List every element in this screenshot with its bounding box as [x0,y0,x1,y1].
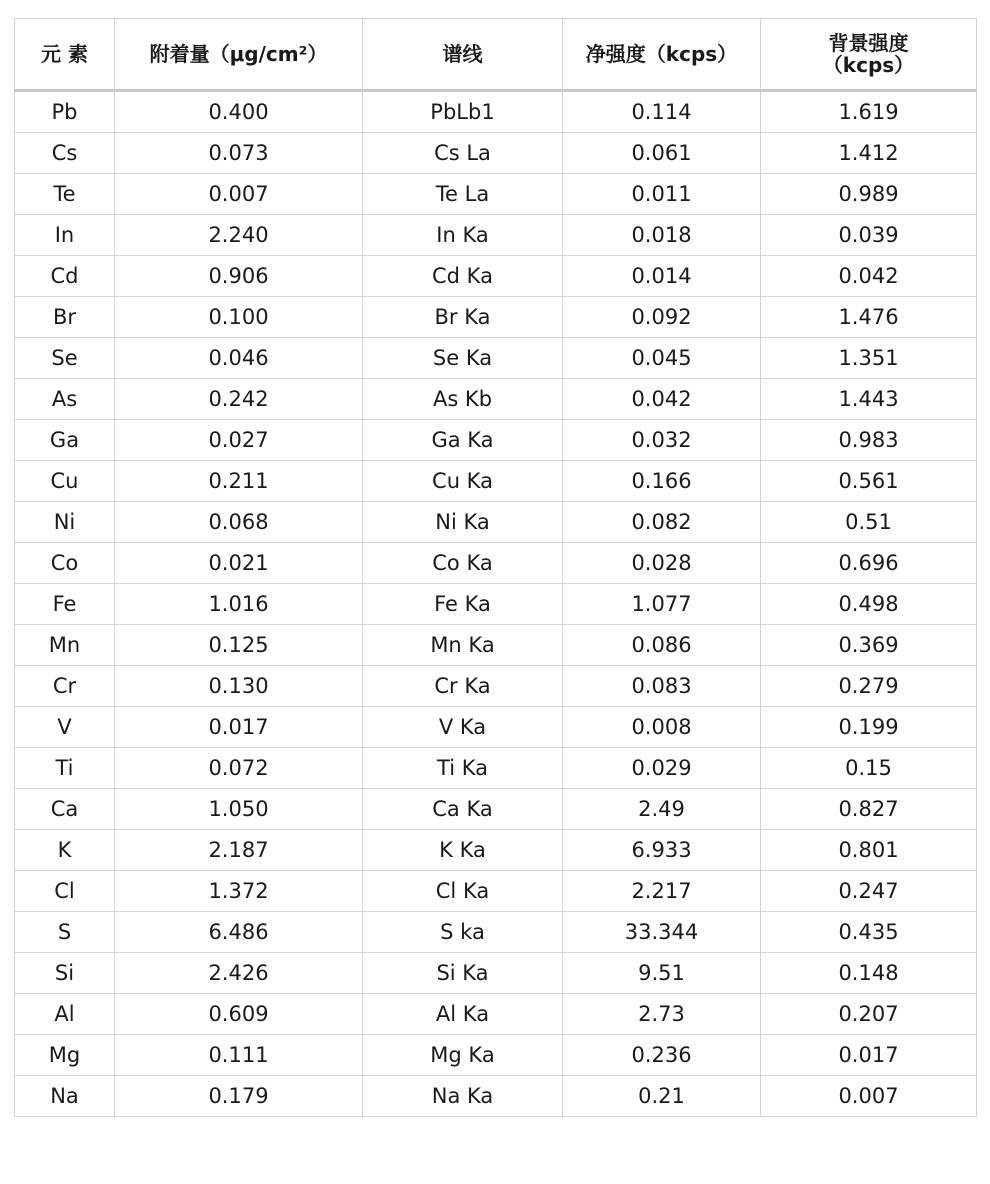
header-line: 谱线 [363,19,563,91]
cell-adhesion: 0.100 [115,297,363,338]
cell-adhesion: 1.050 [115,789,363,830]
cell-line: Te La [363,174,563,215]
cell-adhesion: 0.906 [115,256,363,297]
cell-net-intensity: 0.21 [563,1076,761,1117]
cell-line: Na Ka [363,1076,563,1117]
header-row [15,19,977,91]
cell-element: Fe [15,584,115,625]
table-row [15,748,977,789]
header-background-intensity-line1: 背景强度 [828,31,909,55]
table-row [15,256,977,297]
table-row [15,707,977,748]
cell-element: S [15,912,115,953]
cell-background-intensity: 1.412 [761,133,977,174]
cell-line: Cu Ka [363,461,563,502]
table-row [15,91,977,133]
cell-net-intensity: 0.032 [563,420,761,461]
header-background-intensity-line2: （kcps） [822,53,915,77]
cell-line: As Kb [363,379,563,420]
cell-net-intensity: 6.933 [563,830,761,871]
cell-adhesion: 0.609 [115,994,363,1035]
cell-background-intensity: 0.199 [761,707,977,748]
cell-background-intensity: 0.827 [761,789,977,830]
cell-line: Ca Ka [363,789,563,830]
cell-background-intensity: 1.351 [761,338,977,379]
cell-background-intensity: 0.247 [761,871,977,912]
cell-line: Mn Ka [363,625,563,666]
xrf-data-table [14,18,977,1117]
cell-adhesion: 0.242 [115,379,363,420]
cell-element: Ca [15,789,115,830]
cell-net-intensity: 0.061 [563,133,761,174]
cell-background-intensity: 0.039 [761,215,977,256]
cell-net-intensity: 0.083 [563,666,761,707]
cell-element: As [15,379,115,420]
cell-net-intensity: 0.086 [563,625,761,666]
cell-line: Si Ka [363,953,563,994]
cell-adhesion: 0.068 [115,502,363,543]
cell-line: Mg Ka [363,1035,563,1076]
header-adhesion: 附着量（μg/cm²） [115,19,363,91]
header-background-intensity [761,19,977,91]
cell-background-intensity: 0.561 [761,461,977,502]
cell-adhesion: 0.007 [115,174,363,215]
cell-adhesion: 2.187 [115,830,363,871]
table-row [15,871,977,912]
cell-element: Cd [15,256,115,297]
cell-line: Al Ka [363,994,563,1035]
cell-line: K Ka [363,830,563,871]
cell-adhesion: 1.016 [115,584,363,625]
cell-adhesion: 6.486 [115,912,363,953]
cell-background-intensity: 1.443 [761,379,977,420]
cell-element: Ni [15,502,115,543]
cell-net-intensity: 0.236 [563,1035,761,1076]
cell-net-intensity: 9.51 [563,953,761,994]
cell-adhesion: 2.426 [115,953,363,994]
table-row [15,666,977,707]
cell-line: S ka [363,912,563,953]
cell-adhesion: 0.046 [115,338,363,379]
cell-element: Pb [15,91,115,133]
cell-element: Br [15,297,115,338]
cell-adhesion: 0.111 [115,1035,363,1076]
cell-net-intensity: 0.018 [563,215,761,256]
table-row [15,133,977,174]
cell-line: Ga Ka [363,420,563,461]
cell-net-intensity: 0.166 [563,461,761,502]
cell-background-intensity: 0.207 [761,994,977,1035]
table-row [15,625,977,666]
cell-background-intensity: 0.279 [761,666,977,707]
cell-line: Ni Ka [363,502,563,543]
cell-line: Cs La [363,133,563,174]
cell-element: Mg [15,1035,115,1076]
cell-line: Br Ka [363,297,563,338]
cell-net-intensity: 0.008 [563,707,761,748]
cell-background-intensity: 0.989 [761,174,977,215]
table-row [15,379,977,420]
cell-net-intensity: 0.114 [563,91,761,133]
cell-adhesion: 0.072 [115,748,363,789]
cell-net-intensity: 1.077 [563,584,761,625]
cell-background-intensity: 0.15 [761,748,977,789]
cell-element: K [15,830,115,871]
cell-element: Mn [15,625,115,666]
cell-element: Cu [15,461,115,502]
table-row [15,1035,977,1076]
cell-line: Se Ka [363,338,563,379]
cell-background-intensity: 0.017 [761,1035,977,1076]
table-row [15,789,977,830]
table-row [15,174,977,215]
cell-net-intensity: 2.49 [563,789,761,830]
cell-adhesion: 0.073 [115,133,363,174]
table-row [15,461,977,502]
cell-element: Si [15,953,115,994]
table-row [15,994,977,1035]
table-row [15,830,977,871]
cell-adhesion: 0.179 [115,1076,363,1117]
cell-background-intensity: 0.007 [761,1076,977,1117]
cell-line: Cd Ka [363,256,563,297]
cell-element: Cr [15,666,115,707]
table-row [15,953,977,994]
cell-background-intensity: 0.148 [761,953,977,994]
table-row [15,502,977,543]
cell-element: Se [15,338,115,379]
cell-net-intensity: 2.217 [563,871,761,912]
cell-adhesion: 0.211 [115,461,363,502]
cell-background-intensity: 0.51 [761,502,977,543]
cell-background-intensity: 0.696 [761,543,977,584]
cell-element: Al [15,994,115,1035]
cell-adhesion: 0.017 [115,707,363,748]
cell-background-intensity: 0.435 [761,912,977,953]
cell-element: Cl [15,871,115,912]
cell-net-intensity: 0.082 [563,502,761,543]
cell-line: Ti Ka [363,748,563,789]
cell-element: Cs [15,133,115,174]
cell-element: V [15,707,115,748]
table-row [15,912,977,953]
cell-net-intensity: 0.014 [563,256,761,297]
cell-element: Ti [15,748,115,789]
cell-line: PbLb1 [363,91,563,133]
cell-adhesion: 0.130 [115,666,363,707]
cell-background-intensity: 0.042 [761,256,977,297]
cell-net-intensity: 0.042 [563,379,761,420]
cell-background-intensity: 1.476 [761,297,977,338]
cell-line: Cr Ka [363,666,563,707]
table-row [15,215,977,256]
cell-element: Na [15,1076,115,1117]
table-header [15,19,977,91]
cell-adhesion: 0.125 [115,625,363,666]
table-row [15,584,977,625]
cell-net-intensity: 2.73 [563,994,761,1035]
table-row [15,420,977,461]
cell-background-intensity: 0.369 [761,625,977,666]
cell-net-intensity: 0.045 [563,338,761,379]
cell-line: Fe Ka [363,584,563,625]
cell-line: Cl Ka [363,871,563,912]
cell-net-intensity: 0.092 [563,297,761,338]
table-row [15,297,977,338]
cell-element: Co [15,543,115,584]
cell-line: V Ka [363,707,563,748]
cell-adhesion: 2.240 [115,215,363,256]
cell-adhesion: 1.372 [115,871,363,912]
cell-background-intensity: 0.801 [761,830,977,871]
cell-adhesion: 0.027 [115,420,363,461]
table-row [15,1076,977,1117]
cell-background-intensity: 1.619 [761,91,977,133]
cell-net-intensity: 0.011 [563,174,761,215]
cell-net-intensity: 0.028 [563,543,761,584]
cell-line: Co Ka [363,543,563,584]
cell-adhesion: 0.400 [115,91,363,133]
header-net-intensity: 净强度（kcps） [563,19,761,91]
header-element: 元 素 [15,19,115,91]
cell-line: In Ka [363,215,563,256]
cell-element: In [15,215,115,256]
cell-background-intensity: 0.983 [761,420,977,461]
cell-net-intensity: 0.029 [563,748,761,789]
cell-adhesion: 0.021 [115,543,363,584]
cell-element: Te [15,174,115,215]
table-row [15,338,977,379]
cell-element: Ga [15,420,115,461]
cell-background-intensity: 0.498 [761,584,977,625]
table-body [15,91,977,1117]
table-row [15,543,977,584]
cell-net-intensity: 33.344 [563,912,761,953]
